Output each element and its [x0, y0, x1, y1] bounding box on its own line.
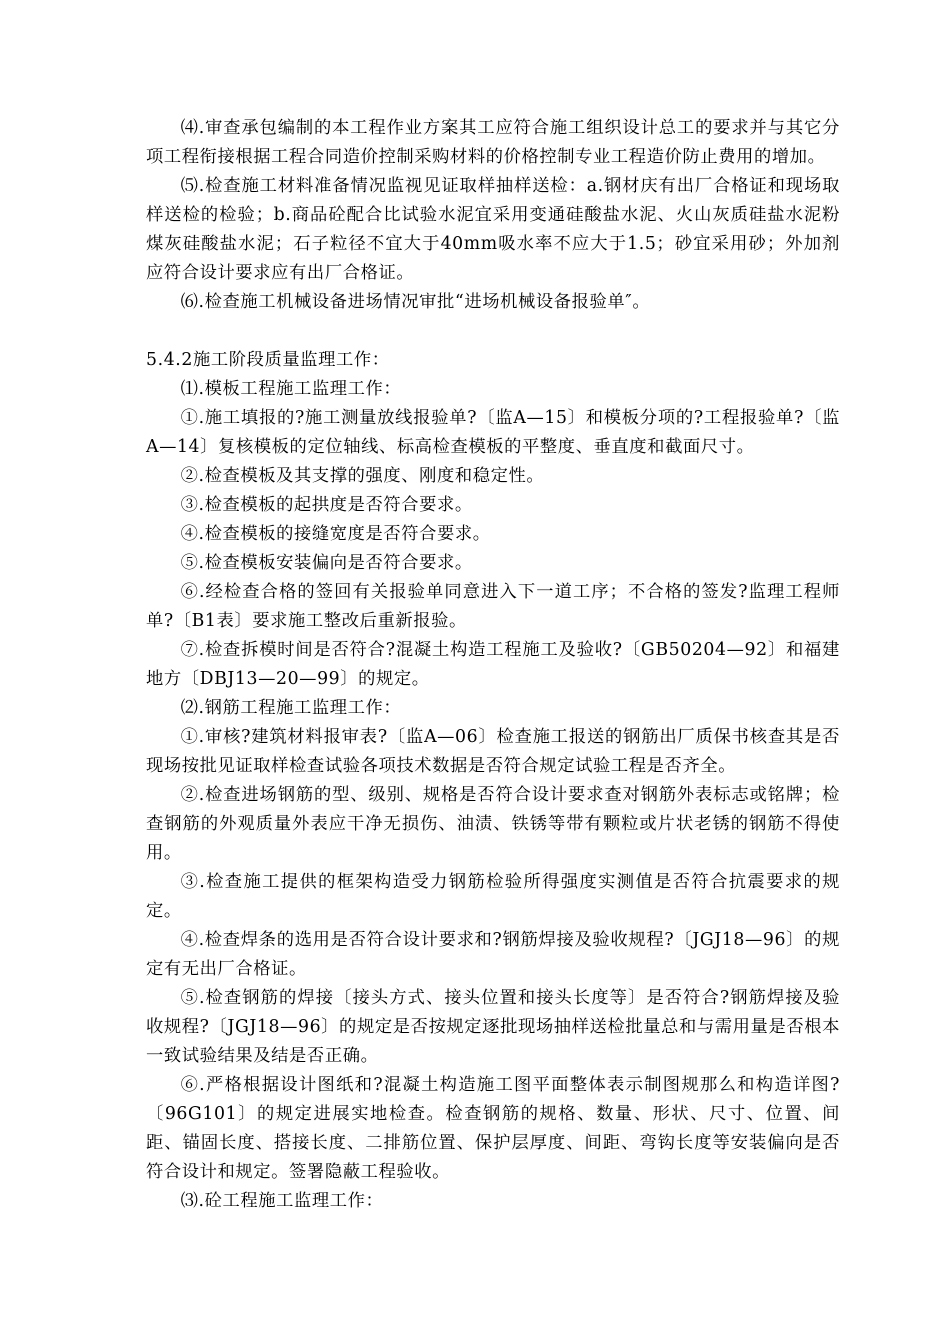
formwork-item-1: ①.施工填报的?施工测量放线报验单?〔监A—15〕和模板分项的?工程报验单?〔监A—14〕复核模板的定位轴线、标高检查模板的平整度、垂直度和截面尺寸。: [146, 408, 840, 457]
paragraph-5-material-check: ⑸.检查施工材料准备情况监视见证取样抽样送检：a.钢材庆有出厂合格证和现场取样送检的检验；b.商品砼配合比试验水泥宜采用变通硅酸盐水泥、火山灰质硅盐水泥粉煤灰硅酸盐水泥；石子粒径不宜大于40mm吸水率不应大于1.5；砂宜采用砂；外加剂应符合设计要求应有出厂合格证。: [146, 176, 840, 283]
formwork-item-4: ④.检查模板的接缝宽度是否符合要求。: [180, 524, 491, 544]
document-page: [146, 114, 840, 1216]
section-heading-5-4-2: 5.4.2施工阶段质量监理工作：: [146, 350, 390, 370]
formwork-item-5: ⑤.检查模板安装偏向是否符合要求。: [180, 553, 473, 573]
formwork-item-2: ②.检查模板及其支撑的强度、刚度和稳定性。: [180, 466, 545, 486]
rebar-item-5: ⑤.检查钢筋的焊接〔接头方式、接头位置和接头长度等〕是否符合?钢筋焊接及验收规程?〔JGJ18—96〕的规定是否按规定逐批现场抽样送检批量总和与需用量是否根本一致试验结果及结是否正确。: [146, 988, 840, 1066]
blank-line: [146, 317, 840, 346]
rebar-item-1: ①.审核?建筑材料报审表?〔监A—06〕检查施工报送的钢筋出厂质保书核查其是否现场按批见证取样检查试验各项技术数据是否符合规定试验工程是否齐全。: [146, 727, 840, 776]
paragraph-6-machinery-check: ⑹.检查施工机械设备进场情况审批“进场机械设备报验单″。: [180, 292, 651, 312]
formwork-item-6: ⑥.经检查合格的签回有关报验单同意进入下一道工序；不合格的签发?监理工程师单?〔B1表〕要求施工整改后重新报验。: [146, 582, 840, 631]
rebar-item-2: ②.检查进场钢筋的型、级别、规格是否符合设计要求查对钢筋外表标志或铭牌；检查钢筋的外观质量外表应干净无损伤、油渍、铁锈等带有颗粒或片状老锈的钢筋不得使用。: [146, 785, 840, 863]
rebar-item-6: ⑥.严格根据设计图纸和?混凝土构造施工图平面整体表示制图规那么和构造详图?〔96G101〕的规定进展实地检查。检查钢筋的规格、数量、形状、尺寸、位置、间距、锚固长度、搭接长度、二排筋位置、保护层厚度、间距、弯钩长度等安装偏向是否符合设计和规定。签署隐蔽工程验收。: [146, 1075, 840, 1182]
subsection-formwork: ⑴.模板工程施工监理工作：: [180, 379, 402, 399]
formwork-item-3: ③.检查模板的起拱度是否符合要求。: [180, 495, 473, 515]
rebar-item-3: ③.检查施工提供的框架构造受力钢筋检验所得强度实测值是否符合抗震要求的规定。: [146, 872, 840, 921]
paragraph-4-review-plan: ⑷.审查承包编制的本工程作业方案其工应符合施工组织设计总工的要求并与其它分项工程衔接根据工程合同造价控制采购材料的价格控制专业工程造价防止费用的增加。: [146, 118, 840, 167]
formwork-item-7: ⑦.检查拆模时间是否符合?混凝土构造工程施工及验收?〔GB50204—92〕和福建地方〔DBJ13—20—99〕的规定。: [146, 640, 840, 689]
rebar-item-4: ④.检查焊条的选用是否符合设计要求和?钢筋焊接及验收规程?〔JGJ18—96〕的规定有无出厂合格证。: [146, 930, 840, 979]
subsection-concrete: ⑶.砼工程施工监理工作：: [180, 1191, 384, 1211]
subsection-rebar: ⑵.钢筋工程施工监理工作：: [180, 698, 402, 718]
